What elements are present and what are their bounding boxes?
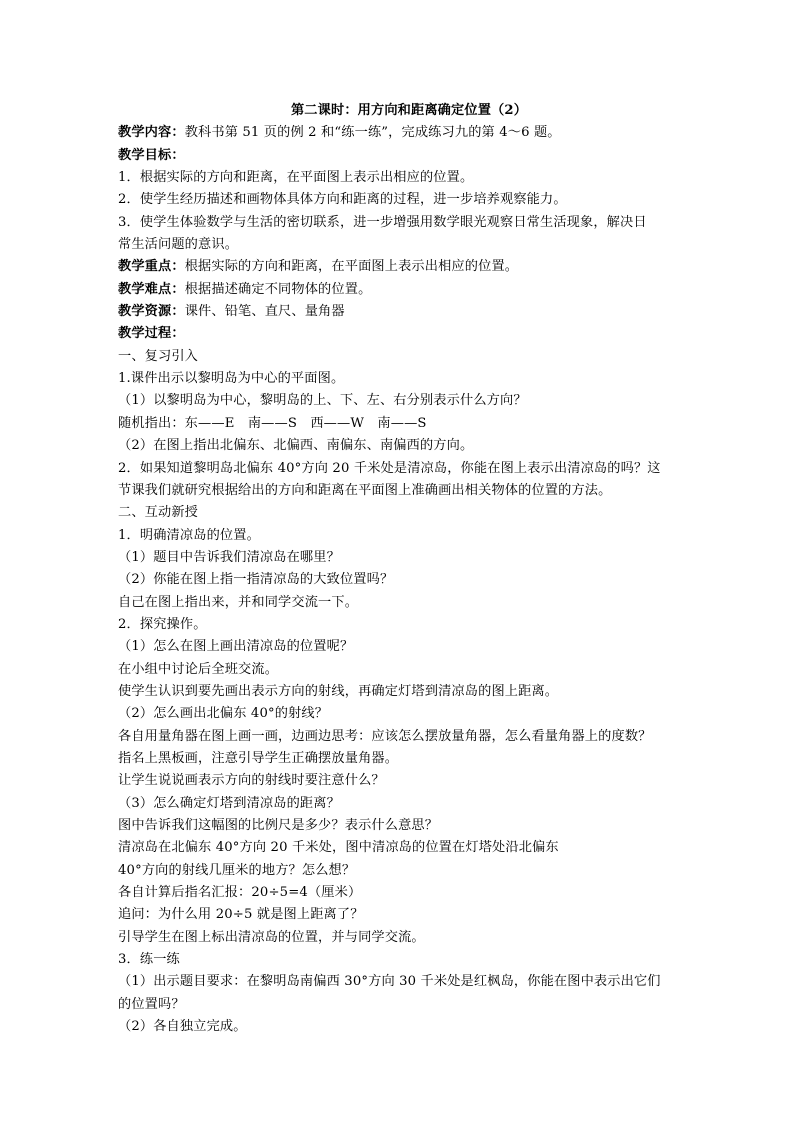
process-line: 40°方向的射线几厘米的地方？怎么想？ (118, 862, 356, 878)
process-line: 一、复习引入 (118, 348, 199, 364)
teaching-resources-line (118, 301, 688, 323)
teaching-key-label: 教学重点： (118, 259, 185, 275)
process-line: 使学生认识到要先画出表示方向的射线，再确定灯塔到清凉岛的图上距离。 (118, 683, 559, 699)
process-line: 各自用量角器在图上画一画，边画边思考：应该怎么摆放量角器，怎么看量角器上的度数？ (118, 728, 652, 744)
process-line: 1．明确清凉岛的位置。 (118, 527, 260, 543)
teaching-resources-label: 教学资源： (118, 304, 185, 320)
process-line: （2）怎么画出北偏东 40°的射线？ (118, 706, 329, 722)
teaching-process-heading: 教学过程： (118, 326, 185, 342)
goal-2: 2．使学生经历描述和画物体具体方向和距离的过程，进一步培养观察能力。 (118, 192, 567, 208)
process-line: 引导学生在图上标出清凉岛的位置，并与同学交流。 (118, 929, 425, 945)
lesson-plan-document (118, 100, 688, 1038)
teaching-difficulty-label: 教学难点： (118, 281, 185, 297)
teaching-content-line (118, 122, 688, 144)
teaching-key-line (118, 256, 688, 278)
process-line: 2．如果知道黎明岛北偏东 40°方向 20 千米处是清凉岛，你能在图上表示出清凉岛的吗？这 (118, 460, 661, 476)
goal-3-line-2: 常生活问题的意识。 (118, 237, 239, 253)
process-line: （1）题目中告诉我们清凉岛在哪里？ (118, 549, 340, 565)
process-line: 2．探究操作。 (118, 616, 207, 632)
teaching-goals-heading: 教学目标： (118, 147, 185, 163)
process-line: 3．练一练 (118, 952, 180, 968)
process-line: 的位置吗？ (118, 996, 185, 1012)
process-line: （1）出示题目要求：在黎明岛南偏西 30°方向 30 千米处是红枫岛，你能在图中表示出它们 (118, 974, 661, 990)
process-line: 清凉岛在北偏东 40°方向 20 千米处，图中清凉岛的位置在灯塔处沿北偏东 (118, 840, 559, 856)
process-line: （1）以黎明岛为中心，黎明岛的上、下、左、右分别表示什么方向？ (118, 393, 527, 409)
goal-3-line-1: 3．使学生体验数学与生活的密切联系，进一步增强用数学眼光观察日常生活现象，解决日 (118, 214, 647, 230)
process-line: （2）各自独立完成。 (118, 1019, 247, 1035)
teaching-difficulty-line (118, 279, 688, 301)
teaching-resources-text: 课件、铅笔、直尺、量角器 (184, 304, 345, 320)
process-line: 自己在图上指出来，并和同学交流一下。 (118, 594, 359, 610)
process-line: （3）怎么确定灯塔到清凉岛的距离？ (118, 795, 340, 811)
process-line: （2）在图上指出北偏东、北偏西、南偏东、南偏西的方向。 (118, 438, 474, 454)
process-line: 让学生说说画表示方向的射线时要注意什么？ (118, 773, 385, 789)
process-line: 追问：为什么用 20÷5 就是图上距离了？ (118, 907, 364, 923)
process-line: 在小组中讨论后全班交流。 (118, 661, 279, 677)
process-line: 各自计算后指名汇报：20÷5=4（厘米） (118, 885, 362, 901)
goal-1: 1．根据实际的方向和距离，在平面图上表示出相应的位置。 (118, 170, 474, 186)
process-line: 1.课件出示以黎明岛为中心的平面图。 (118, 371, 345, 387)
process-line: 图中告诉我们这幅图的比例尺是多少？表示什么意思？ (118, 818, 439, 833)
teaching-difficulty-text: 根据描述确定不同物体的位置。 (184, 281, 372, 297)
lesson-title: 第二课时：用方向和距离确定位置（2） (290, 103, 528, 118)
process-line: 随机指出：东——E 南——S 西——W 南——S (118, 415, 427, 431)
process-line: 节课我们就研究根据给出的方向和距离在平面图上准确画出相关物体的位置的方法。 (118, 482, 612, 498)
process-line: 指名上黑板画，注意引导学生正确摆放量角器。 (118, 750, 399, 766)
teaching-content-text: 教科书第 51 页的例 2 和“练一练”，完成练习九的第 4～6 题。 (184, 125, 561, 141)
process-line: （2）你能在图上指一指清凉岛的大致位置吗？ (118, 572, 394, 588)
teaching-key-text: 根据实际的方向和距离，在平面图上表示出相应的位置。 (184, 259, 519, 275)
teaching-content-label: 教学内容： (118, 125, 185, 141)
process-line: （1）怎么在图上画出清凉岛的位置呢？ (118, 639, 354, 655)
process-line: 二、互动新授 (118, 505, 199, 521)
